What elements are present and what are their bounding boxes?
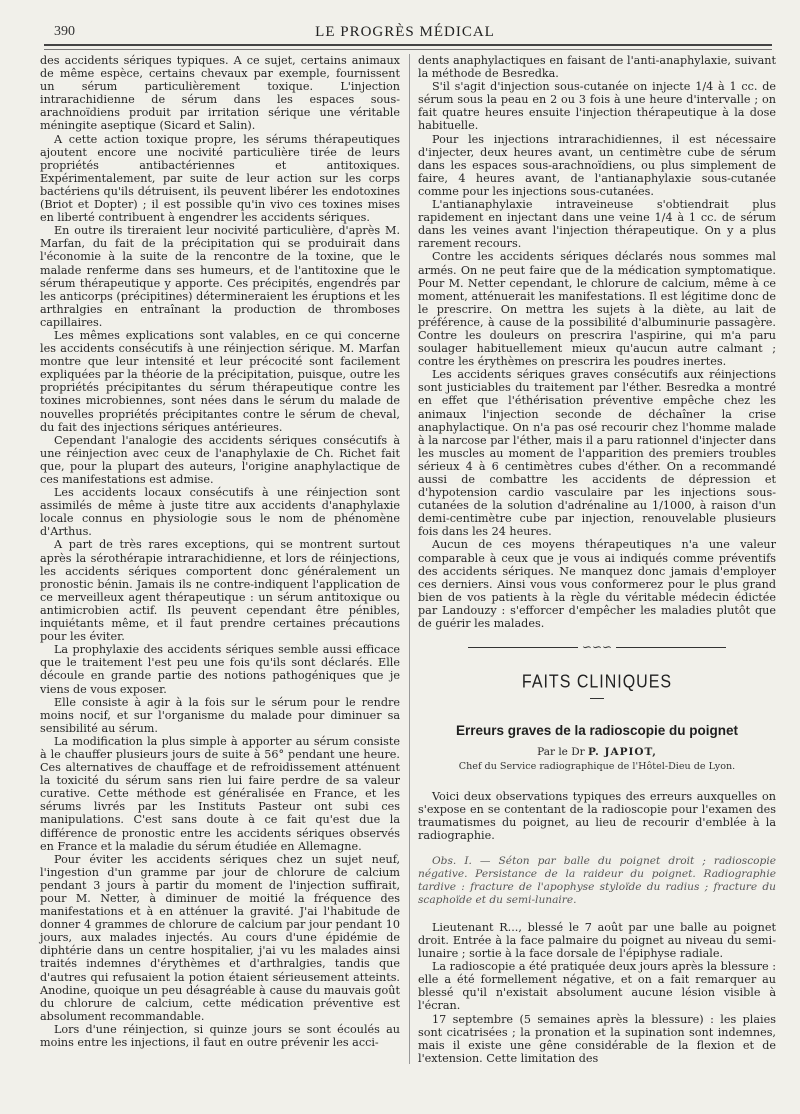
page-header	[40, 22, 770, 44]
observation-heading: Obs. I. — Séton par balle du poignet droit ; radioscopie négative. Persistance de la raideur du poignet. Radiographie tardive : fracture de l'apophyse styloïde du radius ; fracture du scaphoïde et du semi-lunaire.	[418, 854, 776, 906]
section-rule	[590, 698, 604, 699]
paragraph: Aucun de ces moyens thérapeutiques n'a une valeur comparable à ceux que je vous ai indiqués comme préventifs des accidents sériques. Ne manquez donc jamais d'employer ces derniers. Ainsi vous vous conformerez pour le plus grand bien de vos patients à la règle du véritable médecin édictée par Landouzy : s'efforcer d'empêcher les maladies plutôt que de guérir les malades.	[418, 538, 776, 631]
observation-text: Lieutenant R..., blessé le 7 août par une balle au poignet droit. Entrée à la face palmaire du poignet au niveau du semi-lunaire ; sortie à la face dorsale de l'épiphyse radiale.	[418, 920, 776, 961]
column-divider	[409, 54, 410, 1064]
paragraph: Elle consiste à agir à la fois sur le sérum pour le rendre moins nocif, et sur l'organisme du malade pour diminuer sa sensibilité au sérum.	[40, 695, 400, 735]
paragraph: En outre ils tireraient leur nocivité particulière, d'après M. Marfan, du fait de la précipitation qui se produirait dans l'économie à la suite de la rencontre de la toxine, que le malade renferme dans ses humeurs, et de l'antitoxine que le sérum thérapeutique y apporte. Ces précipités, engendrés par les anticorps (précipitines) détermineraient les éruptions et les arthralgies en entraînant la production de thromboses capillaires.	[40, 224, 400, 329]
right-column	[418, 54, 776, 1065]
paragraph: La modification la plus simple à apporter au sérum consiste à le chauffer plusieurs jours de suite à 56° pendant une heure. Ces alternatives de chauffage et de refroidissement atténuent la toxicité du sérum sans rien lui faire perdre de sa valeur curative. Cette méthode est généralisée en France, et les sérums livrés par les Instituts Pasteur ont subi ces manipulations. C'est sans doute à ce fait qu'est due la différence de pronostic entre les accidents sériques observés en France et la maladie du sérum étudiée en Allemagne.	[40, 734, 400, 853]
journal-title: LE PROGRÈS MÉDICAL	[315, 24, 495, 40]
page-number: 390	[54, 24, 75, 39]
article-intro: Voici deux observations typiques des erreurs auxquelles on s'expose en se contentant de la radioscopie pour l'examen des traumatismes du poignet, au lieu de recourir d'emblée à la radiographie.	[418, 790, 776, 843]
section-title: FAITS CLINIQUES	[521, 672, 673, 693]
byline-prefix: Par le Dr	[537, 746, 585, 759]
header-rule	[44, 44, 772, 50]
paragraph: L'antianaphylaxie intraveineuse s'obtiendrait plus rapidement en injectant dans une veine 1/4 à 1 cc. de sérum dans les veines avant l'injection thérapeutique. On y a plus rarement recours.	[418, 198, 776, 251]
left-column	[40, 54, 400, 1049]
byline	[418, 746, 776, 758]
article-title: Erreurs graves de la radioscopie du poignet	[455, 723, 739, 739]
paragraph: La prophylaxie des accidents sériques semble aussi efficace que le traitement l'est peu une fois qu'ils sont déclarés. Elle découle en grande partie des notions pathogéniques que je viens de vous exposer.	[40, 643, 400, 696]
paragraph: A part de très rares exceptions, qui se montrent surtout après la sérothérapie intrarachidienne, et lors de réinjections, les accidents sériques comportent donc généralement un pronostic bénin. Jamais ils ne contre-indiquent l'application de ce merveilleux agent thérapeutique : un sérum antitoxique ou antimicrobien actif. Ils peuvent cependant être pénibles, inquiétants même, et il faut prendre certaines précautions pour les éviter.	[40, 538, 400, 644]
paragraph: Lors d'une réinjection, si quinze jours se sont écoulés au moins entre les injections, il faut en outre prévenir les acci-	[40, 1022, 400, 1050]
observation-text: La radioscopie a été pratiquée deux jours après la blessure : elle a été formellement négative, et on a fait remarquer au blessé qu'il n'existait absolument aucune lésion visible à l'écran.	[418, 960, 776, 1013]
paragraph: des accidents sériques typiques. A ce sujet, certains animaux de même espèce, certains chevaux par exemple, fournissent un sérum particulièrement toxique. L'injection intrarachidienne de sérum dans les espaces sous-arachnoïdiens produit par irritation sérique une véritable méningite aseptique (Sicard et Salin).	[40, 54, 400, 133]
author-name: P. JAPIOT,	[588, 746, 657, 759]
paragraph: Les mêmes explications sont valables, en ce qui concerne les accidents consécutifs à une réinjection sérique. M. Marfan montre que leur intensité et leur précocité sont facilement expliquées par la théorie de la précipitation, puisque, outre les propriétés précipitantes du sérum thérapeutique contre les toxines microbiennes, sont nées dans le sérum du malade de nouvelles propriétés précipitantes contre le sérum de cheval, du fait des injections sériques antérieures.	[40, 328, 400, 434]
observation-text: 17 septembre (5 semaines après la blessure) : les plaies sont cicatrisées ; la pronation et la supination sont indemnes, mais il existe une gêne considérable de la flexion et de l'extension. Cette limitation des	[418, 1012, 776, 1065]
paragraph: Les accidents locaux consécutifs à une réinjection sont assimilés de même à juste titre aux accidents d'anaphylaxie locale connus en physiologie sous le nom de phénomène d'Arthus.	[40, 486, 400, 539]
paragraph: Pour éviter les accidents sériques chez un sujet neuf, l'ingestion d'un gramme par jour de chlorure de calcium pendant 3 jours à partir du moment de l'injection suffirait, pour M. Netter, à diminuer de moitié la fréquence des manifestations et à en atténuer la gravité. J'ai l'habitude de donner 4 grammes de chlorure de calcium par jour pendant 10 jours, aux malades injectés. Au cours d'une épidémie de diphtérie dans un centre hospitalier, j'ai vu les malades ainsi traités indemnes d'érythèmes et d'arthralgies, tandis que d'autres qui refusaient la potion étaient sérieusement atteints. Anodine, quoique un peu désagréable à cause du mauvais goût du chlorure de calcium, cette médication préventive est absolument recommandable.	[40, 852, 400, 1023]
paragraph: Les accidents sériques graves consécutifs aux réinjections sont justiciables du traitement par l'éther. Besredka a montré en effet que l'éthérisation préventive empêche chez les animaux l'injection seconde de déchaîner la crise anaphylactique. On n'a pas osé recourir chez l'homme malade à la narcose par l'éther, mais il a paru rationnel d'injecter dans les muscles au moment de l'apparition des premiers troubles sérieux 4 à 6 centimètres cubes d'éther. On a recommandé aussi de combattre les accidents de dépression et d'hypotension cardio vasculaire par les injections sous-cutanées de la solution d'adrénaline au 1/1000, à raison d'un demi-centimètre cube par injection, renouvelable plusieurs fois dans les 24 heures.	[418, 368, 776, 539]
paragraph: Cependant l'analogie des accidents sériques consécutifs à une réinjection avec ceux de l'anaphylaxie de Ch. Richet fait que, pour la plupart des auteurs, l'origine anaphylactique de ces manifestations est admise.	[40, 433, 400, 486]
paragraph: A cette action toxique propre, les sérums thérapeutiques ajoutent encore une nocivité particulière tirée de leurs propriétés antibactériennes et antitoxiques. Expérimentalement, par suite de leur action sur les corps bactériens qu'ils détruisent, ils peuvent libérer les endotoxines (Briot et Dopter) ; il est possible qu'in vivo ces toxines mises en liberté contribuent à engendrer les accidents sériques.	[40, 132, 400, 225]
paragraph: Pour les injections intrarachidiennes, il est nécessaire d'injecter, deux heures avant, un centimètre cube de sérum dans les espaces sous-arachnoïdiens, ou plus simplement de faire, 4 heures avant, de l'antianaphylaxie sous-cutanée comme pour les injections sous-cutanées.	[418, 132, 776, 198]
paragraph: Contre les accidents sériques déclarés nous sommes mal armés. On ne peut faire que de la médication symptomatique. Pour M. Netter cependant, le chlorure de calcium, même à ce moment, atténuerait les manifestations. Il est légitime donc de le prescrire. On mettra les sujets à la diète, au lait de préférence, à cause de la possibilité d'albuminurie passagère. Contre les douleurs on prescrira l'aspirine, qui m'a paru soulager habituellement mieux qu'aucun autre calmant ; contre les érythèmes on prescrira les poudres inertes.	[418, 250, 776, 369]
section-flourish: ∽∽∽	[418, 640, 776, 654]
paragraph: S'il s'agit d'injection sous-cutanée on injecte 1/4 à 1 cc. de sérum sous la peau en 2 ou 3 fois à une heure d'intervalle ; on fait quatre heures ensuite l'injection thérapeutique à la dose habituelle.	[418, 80, 776, 133]
author-affiliation: Chef du Service radiographique de l'Hôtel-Dieu de Lyon.	[458, 761, 736, 773]
paragraph: dents anaphylactiques en faisant de l'anti-anaphylaxie, suivant la méthode de Besredka.	[418, 54, 776, 81]
